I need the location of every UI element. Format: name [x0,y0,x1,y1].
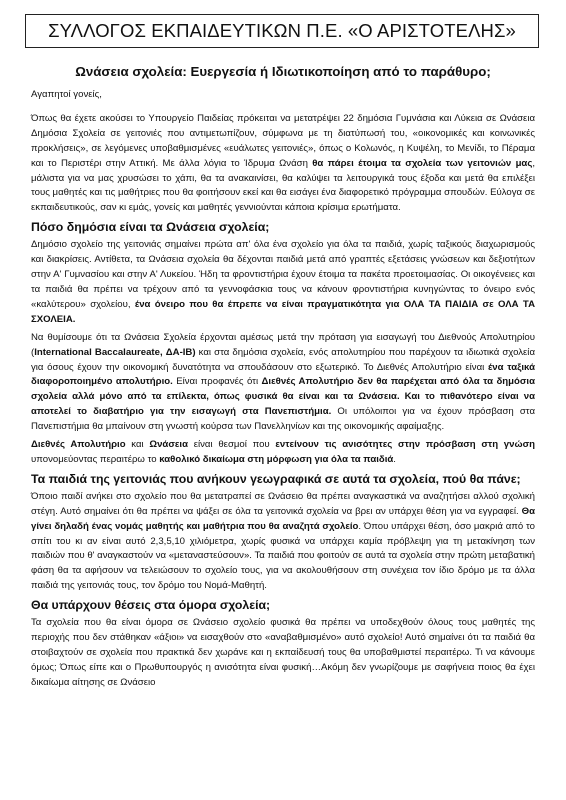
text-run: υπονομεύοντας περαιτέρω το [31,453,160,465]
bold-text-run: Θα γίνει δηλαδή ένας νομάς μαθητής και μαθήτρια που θα αναζητά σχολείο [31,505,535,532]
union-header-box [25,14,539,48]
section1-paragraph-1 [31,238,535,327]
greeting: Αγαπητοί γονείς, [31,89,102,100]
text-run: Είναι προφανές ότι [172,376,262,388]
text-run: . [393,453,396,465]
bold-text-run: ένα όνειρο που θα έπρεπε να είναι πραγματικότητα για ΟΛΑ ΤΑ ΠΑΙΔΙΑ σε ΟΛΑ ΤΑ ΣΧΟΛΕΙΑ. [31,298,535,325]
text-run: και [125,439,150,451]
text-run: Δημόσιο σχολείο της γειτονιάς σημαίνει πρώτα απ' όλα ένα σχολείο για όλα τα παιδιά, χωρίς ταξικούς διαχωρισμούς και διακρίσεις. Αντίθετα, τα Ωνάσεια σχολεία θα δέχονται παιδιά μετά από γραπτές εξετάσεις γνώσεων και δεξιοτήτων στην Α' Γυμνασίου και στην Α' Λυκείου. Ήδη τα φροντιστήρια έχουν έτοιμα τα πακέτα προετοιμασίας. Οι οικογένειες και τα παιδιά θα πρέπει να τρέχουν από τα γεννοφάσκια τους να κάνουν φροντιστήρια κυνηγώντας το όνειρο ενός «καλύτερου» σχολείου, [31,239,535,310]
text-run: Οι υπόλοιποι για να έχουν πρόσβαση στα Πανεπιστήμια θα μπαίνουν στη γνωστή κούρσα των Πανελληνίων και της οικονομικής αφαίμαξης. [31,406,535,433]
text-run: , μάλιστα για να μας χρυσώσει το χάπι, θα τα ανακαινίσει, θα καλύψει τα λειτουργικά τους έξοδα και μετά θα επιλέξει τους μαθητές και τις μαθήτριες που θα φοιτήσουν εκεί και θα εισάγει ένα διαφορετικό πρόγραμμα σπουδών. Εύλογα σε εκπαιδευτικούς, σαν κι εμάς, γονείς και μαθητές γεννιούνται κάποια κρίσιμα ερωτήματα. [31,157,535,214]
bold-text-run: International Baccalaureate, ΔΑ-IB) [34,346,196,358]
bold-text-run: εντείνουν τις ανισότητες στην πρόσβαση στη γνώση [275,439,535,451]
text-run: . Όπου υπάρχει θέση, όσο μακριά από το σπίτι του κι αν είναι αυτό 2,3,5,10 χιλιόμετρα, χωρίς φυσικά να υπάρχει καμία πρόβλεψη για τη μετακίνηση των παιδιών που θ' αναγκαστούν να «μεταναστεύσουν». Τα παιδιά που φοιτούν σε αυτά τα σχολεία στην πρώτη μεταβατική φάση θα τα αφήσουν να τελειώσουν το σχολείο τους, για να ακολουθήσουν στη συνέχεια τον ίδιο δρόμο με τα άλλα παιδιά της γειτονιάς τους, τον δρόμο του Νομά-Μαθητή. [31,520,535,592]
bold-text-run: ένα ταξικά διαφοροποιημένο απολυτήριο. [31,361,535,388]
bold-text-run: θα πάρει έτοιμα τα σχολεία των γειτονιών μας [312,157,533,169]
document-body [31,88,535,691]
text-run: και στα δημόσια σχολεία, ενός απολυτηρίου που παρέχουν τα ιδιωτικά σχολεία για όσους έχουν την οικονομική δυνατότητα να σπουδάσουν στο εξωτερικό. Το Διεθνές Απολυτήριο είναι [31,346,535,373]
section-heading-public: Πόσο δημόσια είναι τα Ωνάσεια σχολεία; [31,220,270,235]
text-run: Όπως θα έχετε ακούσει το Υπουργείο Παιδείας πρόκειται να μετατρέψει 22 δημόσια Γυμνάσια και Λύκεια σε Ωνάσεια Δημόσια Σχολεία σε γειτονιές που αντιμετωπίζουν, σύμφωνα με τη διατύπωσή του, «οικονομικές και κοινωνικές προκλήσεις», σε λεγόμενες υποβαθμισμένες «ευάλωτες γειτονιές», όπως ο Κολωνός, η Κυψέλη, το Μενίδι, το Πέραμα και το Περιστέρι στην Αττική. Με άλλα λόγια το Ίδρυμα Ωνάση [31,112,535,169]
text-run: Να θυμίσουμε ότι τα Ωνάσεια Σχολεία έρχονται αμέσως μετά την πρόταση για εισαγωγή του Διεθνούς Απολυτηρίου ( [31,331,535,358]
bold-text-run: Διεθνές Απολυτήριο [31,439,126,451]
section-heading-neighborhood-children: Τα παιδιά της γειτονιάς που ανήκουν γεωγραφικά σε αυτά τα σχολεία, πού θα πάνε; [31,471,521,486]
section1-paragraph-3 [31,438,535,468]
section3-paragraph-1 [31,616,535,691]
bold-text-run: Ωνάσεια [149,439,188,451]
text-run: Όποιο παιδί ανήκει στο σχολείο που θα μετατραπεί σε Ωνάσειο θα πρέπει αναγκαστικά να αναζητήσει αλλού σχολική στέγη. Αυτό σημαίνει ότι θα πρέπει να ψάξει σε όλα τα γειτονικά σχολεία να βρει αν υπάρχει θέση για να εγγραφεί. [31,490,535,517]
section-heading-neighboring-schools: Θα υπάρχουν θέσεις στα όμορα σχολεία; [31,598,271,613]
section1-paragraph-2 [31,331,535,435]
union-name: ΣΥΛΛΟΓΟΣ ΕΚΠΑΙΔΕΥΤΙΚΩΝ Π.Ε. «Ο ΑΡΙΣΤΟΤΕΛΗΣ» [48,20,516,41]
text-run: είναι θεσμοί που [188,439,276,451]
section2-paragraph-1 [31,490,535,594]
document-title: Ωνάσεια σχολεία: Ευεργεσία ή Ιδιωτικοποίηση από το παράθυρο; [75,64,491,79]
intro-paragraph [31,112,535,216]
bold-text-run: καθολικό δικαίωμα στη μόρφωση για όλα τα παιδιά [159,453,394,465]
bold-text-run: Διεθνές Απολυτήριο δεν θα παρέχεται από όλα τα δημόσια σχολεία αλλά μόνο από τα επίλεκτα, όπως φυσικά θα είναι και τα Ωνάσεια. Και το πιθανότερο είναι να αποτελεί το διαβατήριο για την εισαγωγή στα Πανεπιστήμια. [31,376,535,418]
text-run: Τα σχολεία που θα είναι όμορα σε Ωνάσειο σχολείο φυσικά θα πρέπει να υποδεχθούν όλους τους μαθητές της περιοχής που δεν στάθηκαν «άξιοι» να εισαχθούν στο «αναβαθμισμένο» αυτό σχολείο! Αυτό σημαίνει ότι τα παιδιά θα στοιβαχτούν σε σχολεία που πρακτικά δεν χωράνε και η εκπαίδευσή τους θα υποβαθμιστεί περαιτέρω. Τι να κάνουμε όμως; Όπως είπε και ο Πρωθυπουργός η ανισότητα είναι φυσική…Ακόμη δεν γνωρίζουμε με σαφήνεια ποιος θα έχει δικαίωμα αίτησης σε Ωνάσειο [31,617,535,688]
